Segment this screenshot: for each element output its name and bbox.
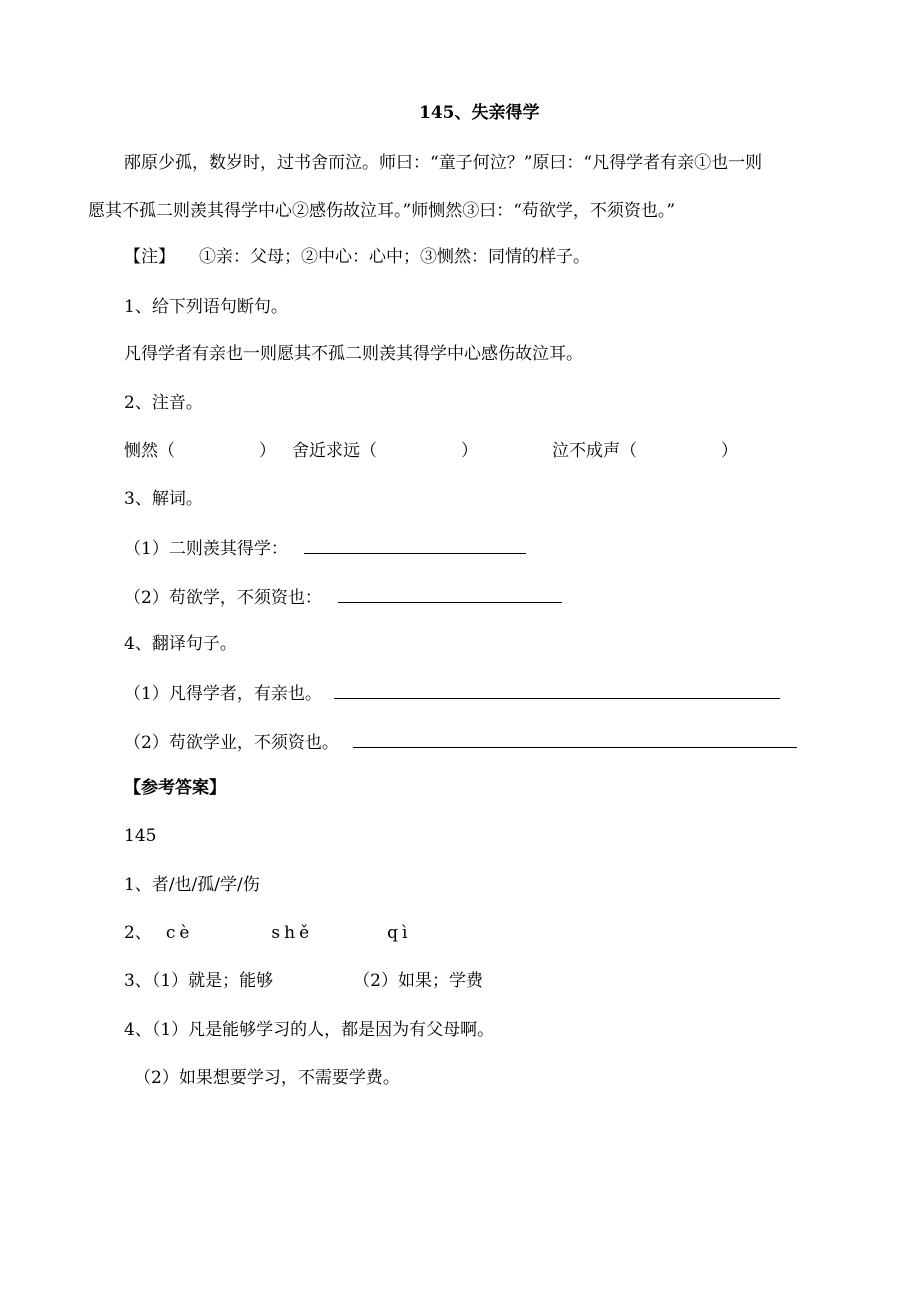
answer-4-part-2: （2）如果想要学习，不需要学费。: [134, 1068, 400, 1088]
question-1-sentence: 凡得学者有亲也一则愿其不孤二则羡其得学中心感伤故泣耳。: [124, 344, 583, 364]
translate-item-1: （1）凡得学者，有亲也。: [124, 684, 322, 704]
answer-2: [124, 921, 411, 945]
pinyin-she: shě: [271, 923, 314, 943]
note-text: ①亲：父母；②中心：心中；③恻然：同情的样子。: [199, 247, 590, 267]
answer-blank[interactable]: [334, 680, 780, 699]
question-2-item-2: [292, 439, 478, 463]
answer-2-label: 2、: [124, 923, 152, 943]
question-3-prompt: 3、解词。: [124, 489, 203, 509]
close-paren: ）: [259, 441, 276, 461]
question-2-prompt: 2、注音。: [124, 393, 203, 413]
answer-blank[interactable]: [353, 729, 797, 748]
question-3-item-1: [124, 535, 526, 561]
pinyin-qi: qì: [387, 923, 412, 943]
answer-blank[interactable]: [304, 535, 526, 554]
note-line: [124, 245, 590, 269]
define-item-2: （2）苟欲学，不须资也：: [124, 588, 322, 608]
answer-1: 1、者/也/孤/学/伤: [124, 875, 260, 895]
answer-4-part-1: 4、（1）凡是能够学习的人，都是因为有父母啊。: [124, 1020, 495, 1040]
answer-3-part-2: （2）如果；学费: [353, 971, 483, 991]
answer-3-part-1: 3、（1）就是；能够: [124, 971, 274, 991]
question-3-item-2: [124, 584, 562, 610]
close-paren: ）: [461, 441, 478, 461]
answers-heading: 【参考答案】: [124, 778, 226, 798]
pinyin-ce: cè: [165, 923, 194, 943]
answer-3: [124, 969, 483, 993]
question-4-item-1: [124, 680, 780, 706]
note-label: 【注】: [124, 247, 175, 267]
define-item-1: （1）二则羡其得学：: [124, 539, 288, 559]
question-2-item-3: [552, 439, 738, 463]
answers-number: 145: [124, 826, 157, 846]
question-1-prompt: 1、给下列语句断句。: [124, 297, 288, 317]
passage-line-2: 愿其不孤二则羡其得学中心②感伤故泣耳。”师恻然③曰：“苟欲学，不须资也。”: [88, 201, 676, 221]
passage-line-1: 邴原少孤，数岁时，过书舍而泣。师曰：“童子何泣？”原曰：“凡得学者有亲①也一则: [124, 153, 763, 173]
translate-item-2: （2）苟欲学业，不须资也。: [124, 733, 339, 753]
question-2-item-1: [124, 439, 276, 463]
close-paren: ）: [721, 441, 738, 461]
question-4-prompt: 4、翻译句子。: [124, 634, 237, 654]
page-title: 145、失亲得学: [419, 103, 540, 123]
question-4-item-2: [124, 729, 797, 755]
answer-blank[interactable]: [338, 584, 562, 603]
pinyin-item-ceran: 恻然（: [124, 441, 175, 461]
pinyin-item-shejin: 舍近求远（: [292, 441, 377, 461]
pinyin-item-qibu: 泣不成声（: [552, 441, 637, 461]
